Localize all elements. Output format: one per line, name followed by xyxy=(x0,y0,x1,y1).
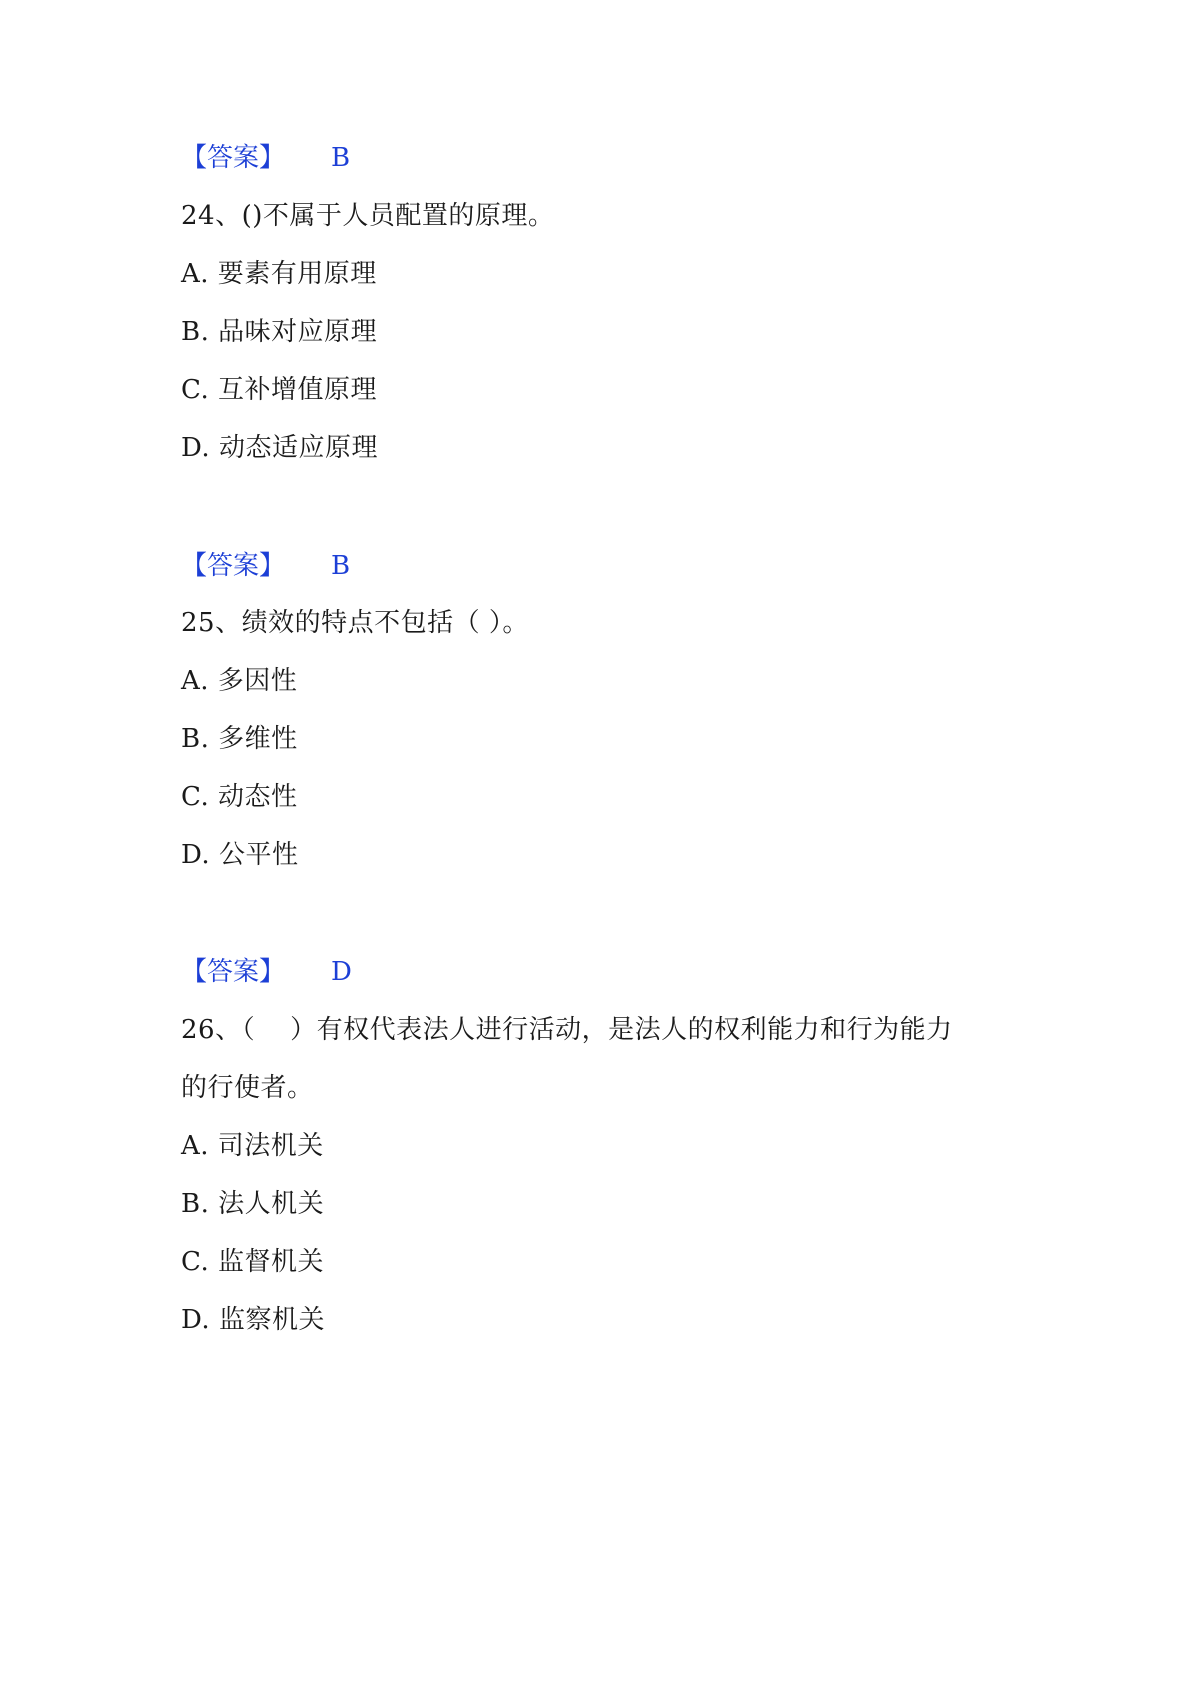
answer-line-q23 xyxy=(181,141,350,175)
answer-line-q25 xyxy=(181,955,352,989)
question-25: 25、绩效的特点不包括（ ）。 xyxy=(181,608,529,638)
question-25-option-a: A. 多因性 xyxy=(181,666,298,696)
answer-value: B xyxy=(331,551,351,581)
question-24: 24、()不属于人员配置的原理。 xyxy=(181,201,555,231)
question-25-option-c: C. 动态性 xyxy=(181,782,298,812)
answer-line-q24 xyxy=(181,549,350,583)
question-26-option-c: C. 监督机关 xyxy=(181,1247,324,1277)
question-26-option-a: A. 司法机关 xyxy=(181,1131,324,1161)
question-24-option-d: D. 动态适应原理 xyxy=(181,433,378,463)
question-26-line-2: 的行使者。 xyxy=(181,1073,314,1103)
question-25-option-b: B. 多维性 xyxy=(181,724,298,754)
question-26-option-b: B. 法人机关 xyxy=(181,1189,325,1219)
answer-label: 【答案】 xyxy=(181,551,286,581)
answer-label: 【答案】 xyxy=(181,143,286,173)
question-25-option-d: D. 公平性 xyxy=(181,840,299,870)
answer-value: B xyxy=(331,143,351,173)
question-26-option-d: D. 监察机关 xyxy=(181,1305,325,1335)
question-24-option-b: B. 品味对应原理 xyxy=(181,317,378,347)
question-26-line-1: 26、（ ）有权代表法人进行活动，是法人的权利能力和行为能力 xyxy=(181,1015,953,1045)
question-24-option-a: A. 要素有用原理 xyxy=(181,259,377,289)
question-24-option-c: C. 互补增值原理 xyxy=(181,375,377,405)
answer-label: 【答案】 xyxy=(181,957,286,987)
answer-value: D xyxy=(331,957,352,987)
